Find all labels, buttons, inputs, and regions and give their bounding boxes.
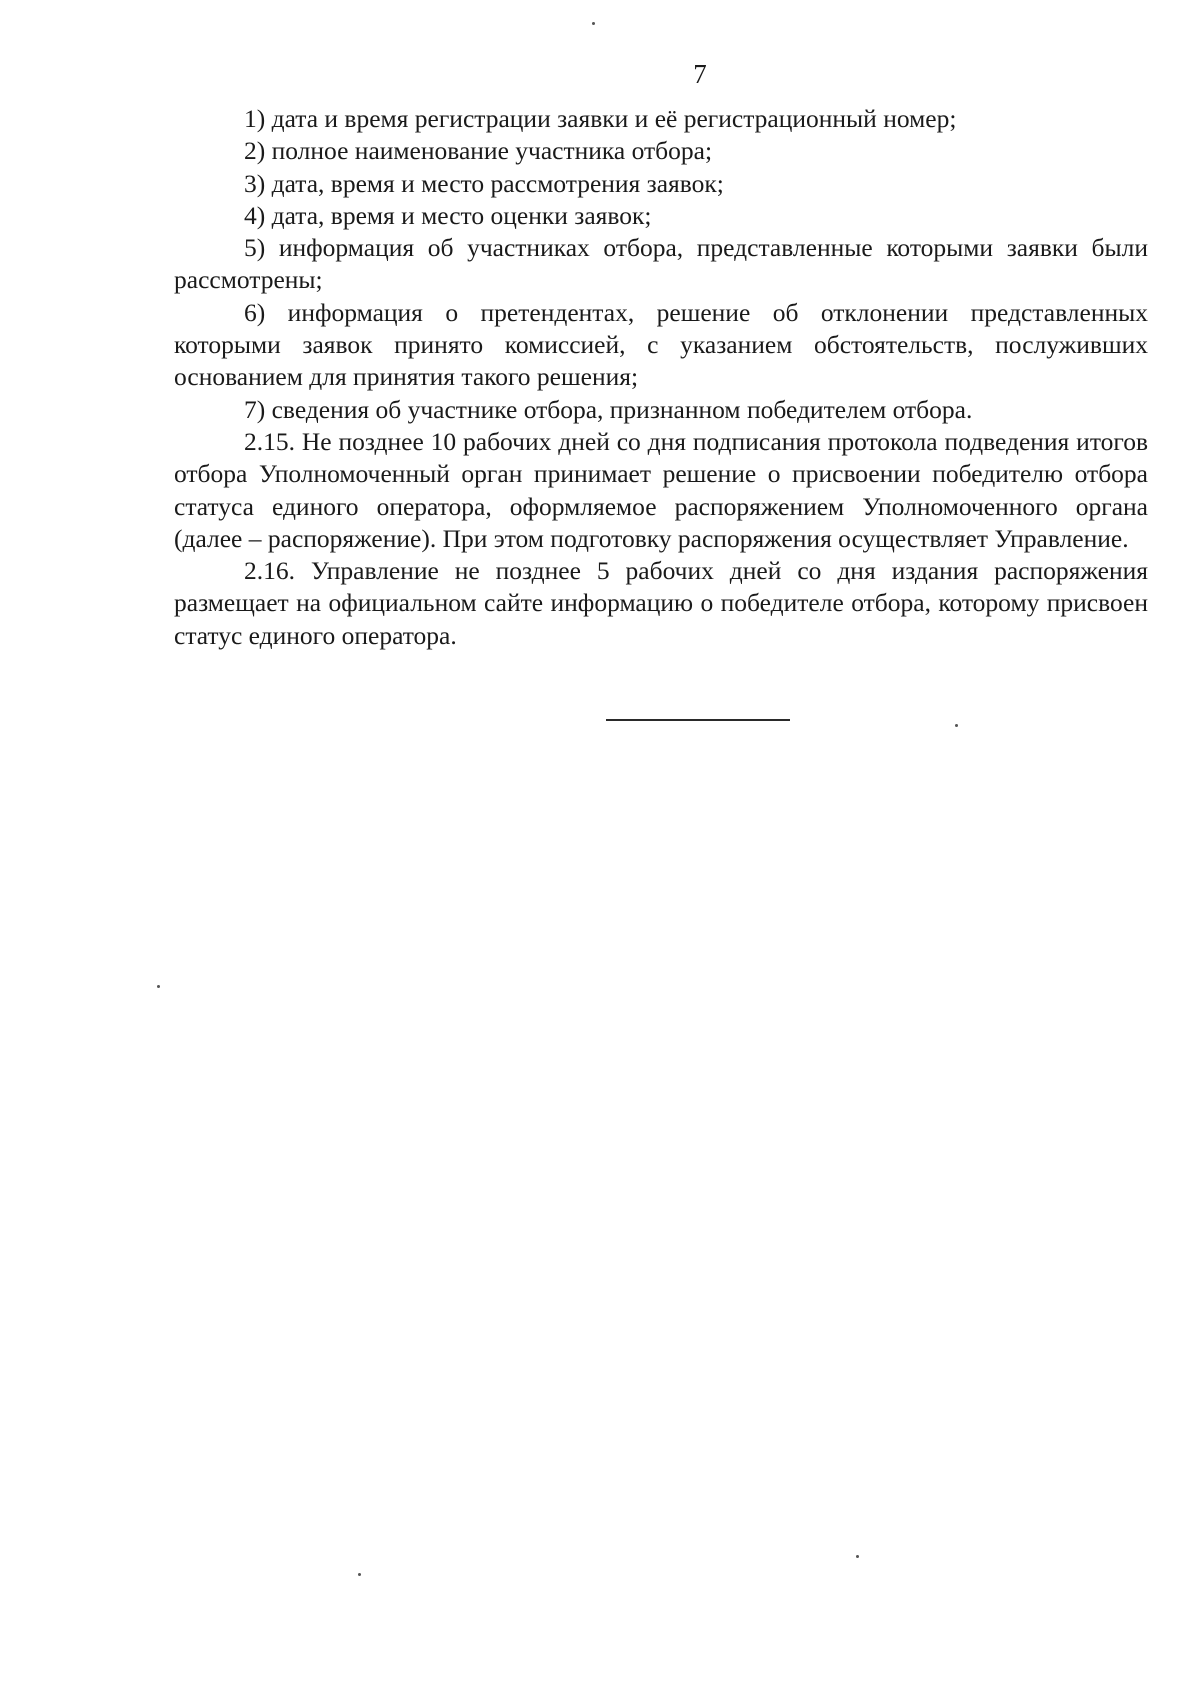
clause-2-16: 2.16. Управление не позднее 5 рабочих дней со дня издания распоряжения размещает на официальном сайте информацию о победителе отбора, которому присвоен статус единого оператора. — [174, 556, 1148, 650]
scan-speck — [157, 985, 160, 988]
scan-speck — [856, 1555, 859, 1558]
scan-speck — [955, 724, 958, 727]
clause-2-15: 2.15. Не позднее 10 рабочих дней со дня подписания протокола подведения итогов отбора Уполномоченный орган принимает решение о присвоении победителю отбора статуса единого оператора, оформляемое распоряжением Уполномоченного органа (далее – распоряжение). При этом подготовку распоряжения осуществляет Управление. — [174, 426, 1148, 553]
closing-rule — [606, 719, 790, 721]
list-item-6: 6) информация о претендентах, решение об отклонении представленных которыми заявок принято комиссией, с указанием обстоятельств, послуживших основанием для принятия такого решения; — [174, 297, 1148, 392]
scan-speck — [592, 22, 595, 25]
list-item-7: 7) сведения об участнике отбора, признанном победителем отбора. — [244, 394, 973, 424]
list-item-5: 5) информация об участниках отбора, представленные которыми заявки были рассмотрены; — [174, 233, 1148, 295]
list-item-1: 1) дата и время регистрации заявки и её регистрационный номер; — [244, 104, 957, 133]
document-body — [174, 103, 1148, 652]
list-item-4: 4) дата, время и место оценки заявок; — [244, 200, 652, 230]
list-item-3: 3) дата, время и место рассмотрения заявок; — [244, 168, 724, 198]
scan-speck — [358, 1573, 361, 1576]
page-number: 7 — [693, 59, 707, 89]
list-item-2: 2) полное наименование участника отбора; — [244, 136, 713, 166]
